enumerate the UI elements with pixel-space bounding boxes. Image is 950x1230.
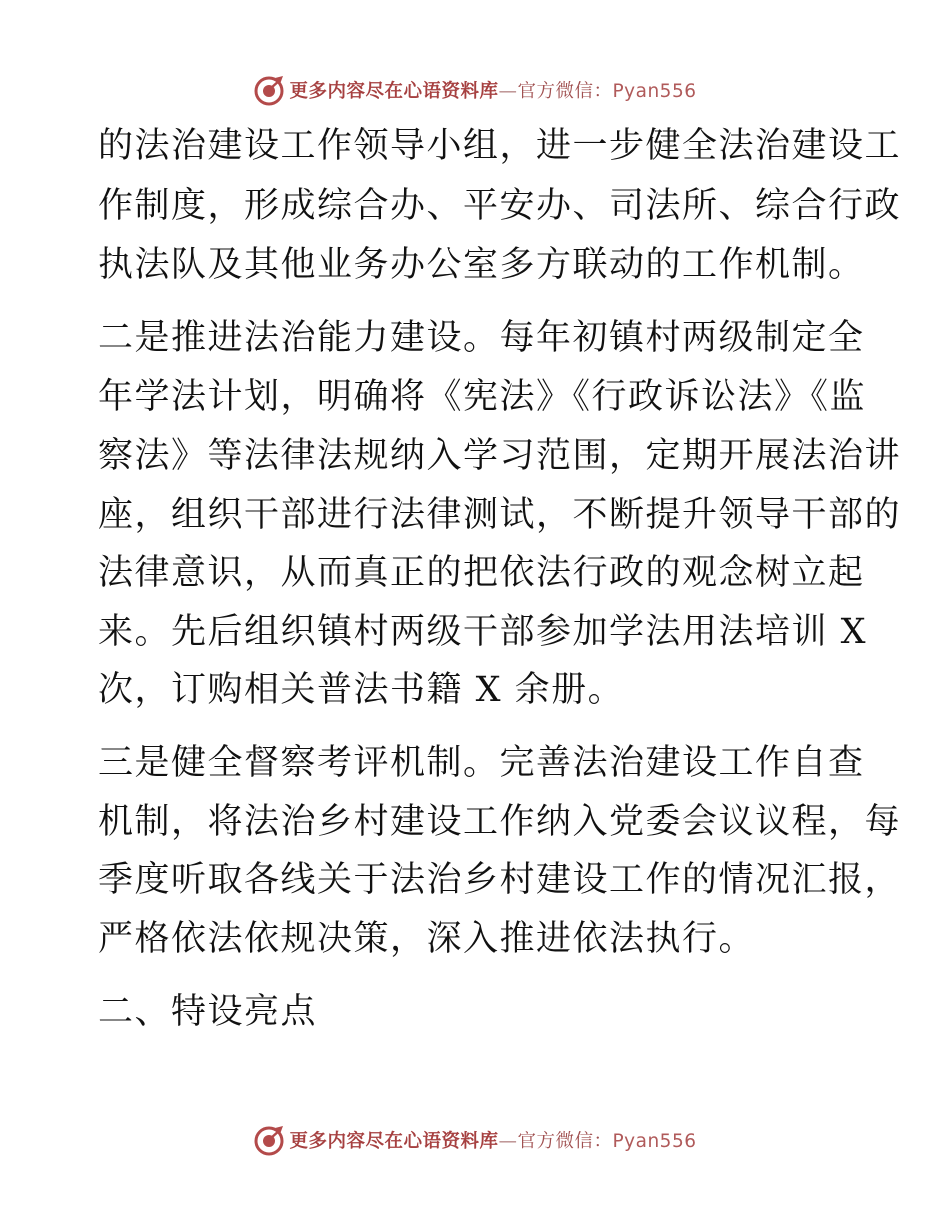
watermark-label: 官方微信： xyxy=(517,1131,613,1152)
text-line: 机制，将法治乡村建设工作纳入党委会议议程，每 xyxy=(98,802,902,842)
text-line: 二是推进法治能力建设。每年初镇村两级制定全 xyxy=(98,318,865,358)
header-watermark xyxy=(0,70,950,110)
watermark-dash: — xyxy=(498,81,518,102)
watermark-text xyxy=(289,1127,696,1153)
section-heading: 二、特设亮点 xyxy=(98,992,318,1032)
text-line: 季度听取各线关于法治乡村建设工作的情况汇报， xyxy=(98,860,902,900)
text-line: 察法》等法律法规纳入学习范围，定期开展法治讲 xyxy=(98,436,902,476)
text-line: 年学法计划，明确将《宪法》《行政诉讼法》《监 xyxy=(98,377,867,417)
brand-logo-icon xyxy=(253,1124,285,1156)
watermark-main: 更多内容尽在心语资料库 xyxy=(289,81,499,102)
text-line: 执法队及其他业务办公室多方联动的工作机制。 xyxy=(98,245,865,285)
footer-watermark xyxy=(0,1120,950,1160)
watermark-text xyxy=(289,77,696,103)
brand-logo-icon xyxy=(253,74,285,106)
text-line: 法律意识，从而真正的把依法行政的观念树立起 xyxy=(98,553,865,593)
watermark-id: Pyan556 xyxy=(612,81,697,102)
watermark-label: 官方微信： xyxy=(517,81,613,102)
text-line: 来。先后组织镇村两级干部参加学法用法培训 X xyxy=(98,612,868,652)
text-line: 座，组织干部进行法律测试，不断提升领导干部的 xyxy=(98,495,902,535)
text-line: 三是健全督察考评机制。完善法治建设工作自查 xyxy=(98,743,865,783)
watermark-dash: — xyxy=(498,1131,518,1152)
text-line: 严格依法依规决策，深入推进依法执行。 xyxy=(98,919,756,959)
text-line: 作制度，形成综合办、平安办、司法所、综合行政 xyxy=(98,186,902,226)
text-line: 的法治建设工作领导小组，进一步健全法治建设工 xyxy=(98,126,902,166)
watermark-main: 更多内容尽在心语资料库 xyxy=(289,1131,499,1152)
text-line: 次，订购相关普法书籍 X 余册。 xyxy=(98,670,625,710)
watermark-id: Pyan556 xyxy=(612,1131,697,1152)
